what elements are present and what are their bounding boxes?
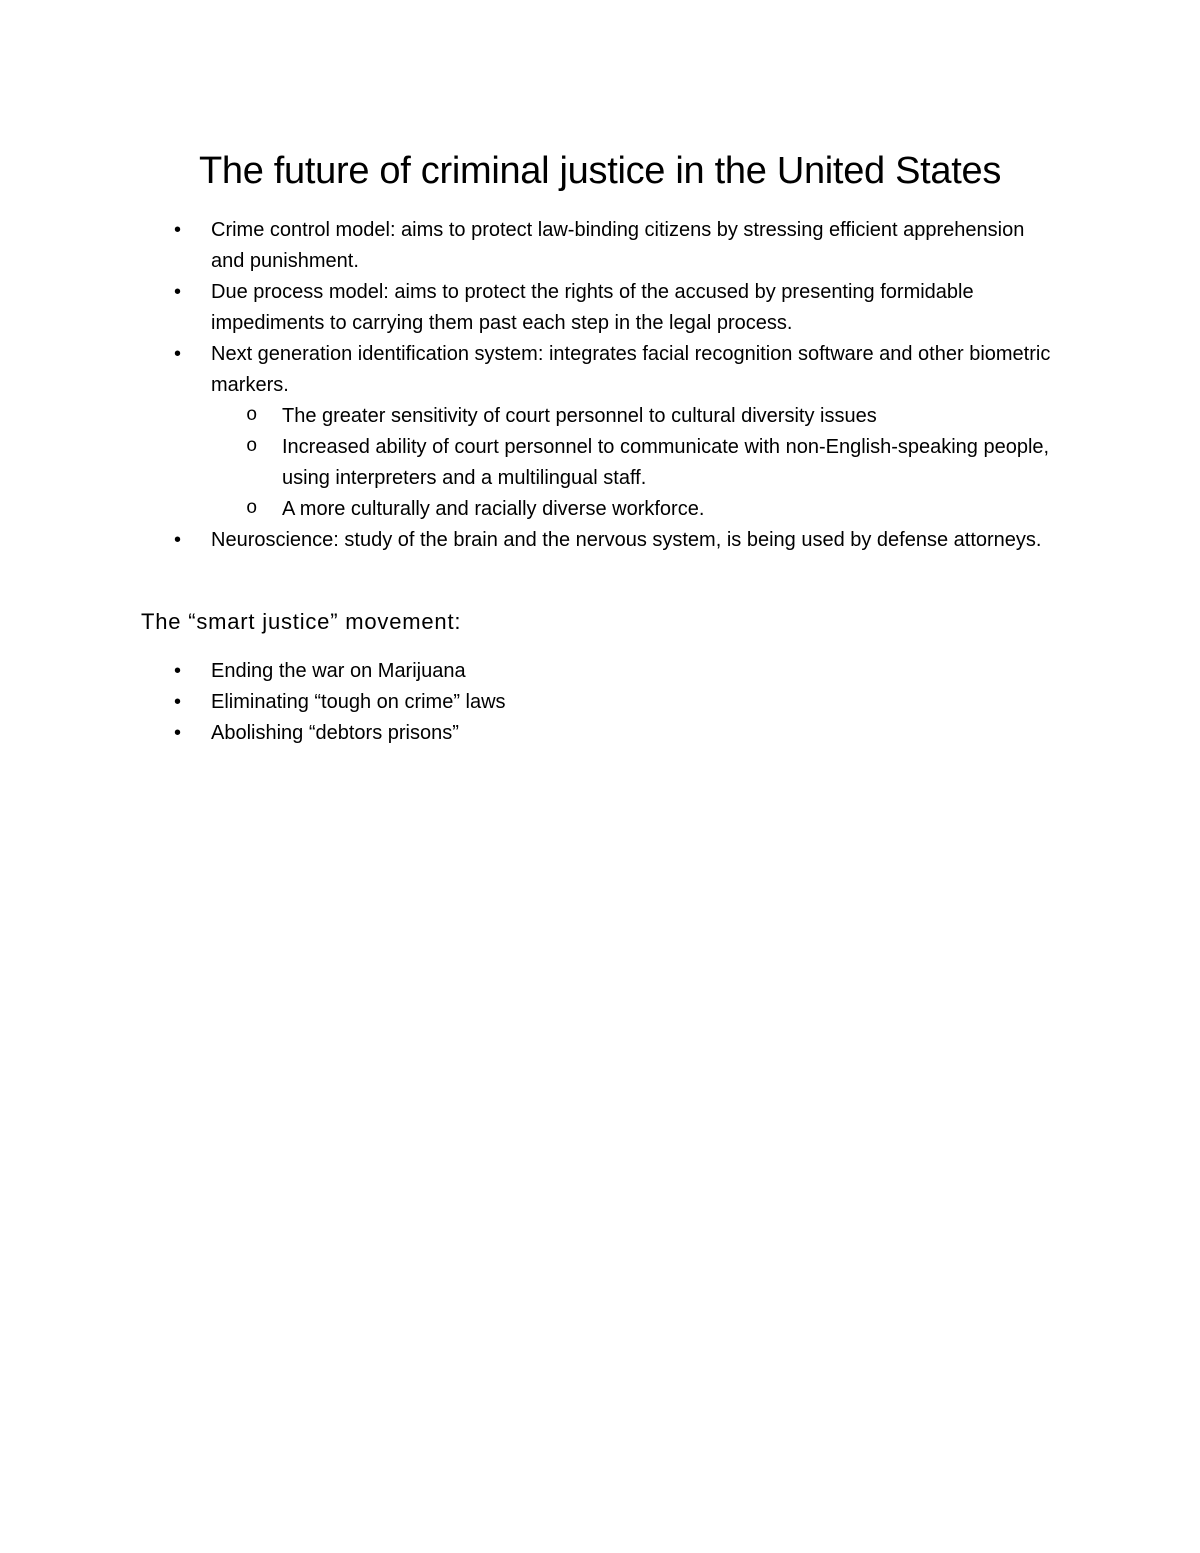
list-item-text: Next generation identification system: integrates facial recognition software and other biometric markers.: [211, 343, 1051, 396]
page-title: The future of criminal justice in the United States: [198, 150, 1002, 192]
list-item: [0, 277, 974, 339]
list-item-text: Neuroscience: study of the brain and the nervous system, is being used by defense attorneys.: [211, 529, 1042, 551]
sub-list-item-text: A more culturally and racially diverse workforce.: [282, 498, 705, 520]
hollow-bullet-icon: o: [246, 497, 258, 519]
bullet-icon: •: [174, 281, 182, 303]
list-item-text: Eliminating “tough on crime” laws: [211, 691, 506, 713]
bullet-icon: •: [174, 660, 182, 682]
smart-justice-list: [0, 656, 840, 749]
bullet-icon: •: [174, 722, 182, 744]
list-item-text: Abolishing “debtors prisons”: [211, 722, 459, 744]
list-item: [0, 687, 840, 718]
list-item: [0, 215, 1025, 277]
list-item: [0, 718, 840, 749]
sub-list-item-text: Increased ability of court personnel to communicate with non-English-speaking people, using interpreters and a multilingual staff.: [282, 436, 1050, 489]
sub-list-item: [0, 401, 1052, 432]
list-item: [0, 656, 840, 687]
main-bullet-list: [0, 215, 1052, 556]
list-item-text: Due process model: aims to protect the rights of the accused by presenting formidable impediments to carrying them past each step in the legal process.: [211, 281, 974, 334]
section-heading: The “smart justice” movement:: [141, 609, 462, 634]
list-item-text: Ending the war on Marijuana: [211, 660, 466, 682]
list-item-text: Crime control model: aims to protect law-binding citizens by stressing efficient apprehension and punishment.: [211, 219, 1025, 272]
hollow-bullet-icon: o: [246, 435, 258, 457]
sub-list-item: [0, 494, 1052, 525]
list-item: [0, 525, 1042, 556]
bullet-icon: •: [174, 343, 182, 365]
hollow-bullet-icon: o: [246, 404, 258, 426]
bullet-icon: •: [174, 529, 182, 551]
bullet-icon: •: [174, 691, 182, 713]
bullet-icon: •: [174, 219, 182, 241]
sub-list-item: [0, 432, 1052, 494]
list-item: [0, 339, 1051, 401]
sub-list-item-text: The greater sensitivity of court personnel to cultural diversity issues: [282, 405, 877, 427]
